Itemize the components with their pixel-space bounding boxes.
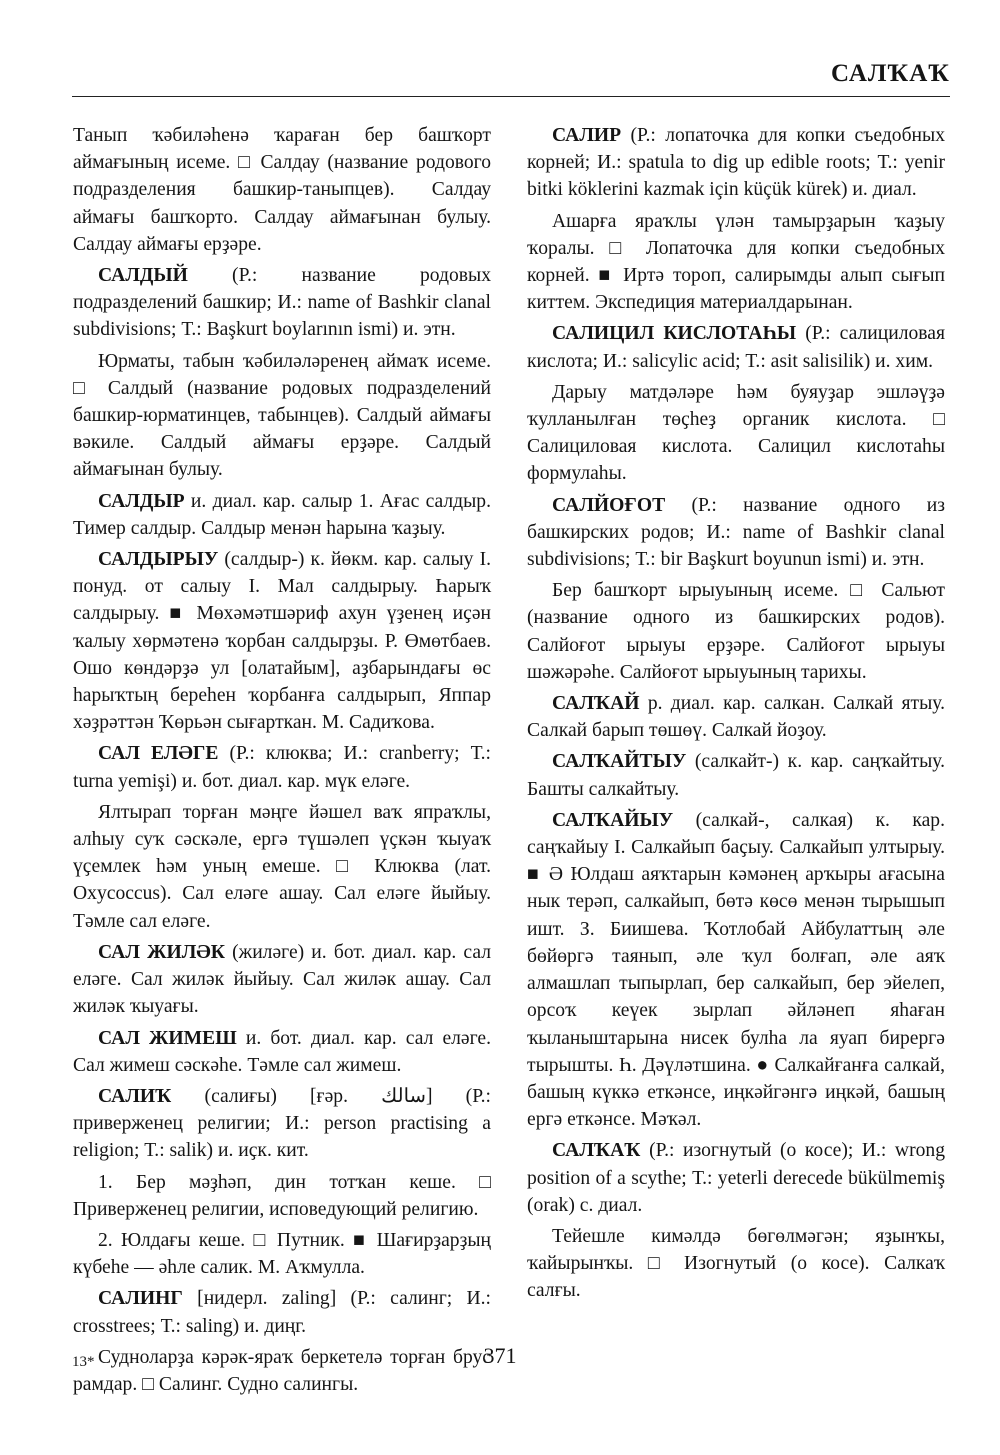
entry-body: р. диал. кар. салкан. Салкай ятыу. Салкай барып төшөү. Салкай йоҙоу. (527, 693, 945, 742)
entry-body: Дарыу матдәләре һәм буяуҙар эшләүҙә ҡулланылған төҫһеҙ органик кислота. □ Салициловая кислота. Салицил кислотаһы формулаһы. (527, 381, 945, 485)
dictionary-entry (527, 122, 945, 204)
entry-headword: САЛДЫР (98, 490, 185, 512)
dictionary-entry (73, 1169, 491, 1223)
entry-body: (жиләге) и. бот. диал. кар. сал еләге. Сал жиләк йыйыу. Сал жиләк ашау. Сал жиләк ҡыуағы. (73, 941, 492, 1018)
entry-body: 2. Юлдағы кеше. □ Путник. ■ Шағирҙарҙың күбеһе — әһле салик. М. Аҡмулла. (73, 1229, 491, 1279)
dictionary-entry (527, 748, 945, 802)
dictionary-entry (527, 379, 945, 488)
entry-headword: САЛ ЖИЛӘК (98, 941, 225, 963)
entry-headword: САЛ ЖИМЕШ (98, 1027, 237, 1049)
dictionary-entry (527, 577, 945, 686)
entry-body: (салкайт-) к. кар. саңҡайтыу. Башты салкайтыу. (527, 751, 945, 800)
dictionary-entry (527, 690, 945, 744)
dictionary-entry (73, 1083, 491, 1165)
dictionary-entry (73, 488, 491, 542)
entry-body: (Р.: клюква; И.: cranberry; Т.: turna yemişi) и. бот. диал. кар. мүк еләге. (73, 743, 491, 792)
entry-body: (салкай-, салкая) к. кар. саңҡайыу I. Салкайып баҫыу. Салкайып ултырыу. ■ Ә Юлдаш аяҡтарын кәмәнең арҡыры ағасына нык терәп, салкайып, бөтә көсө менән тырышып ишт. З. Биишева. Ҡотлобай Айбулаттың әле бөйөргә таянып, әле ҡул болғап, әле аяҡ алмашлап тыпырлап, бер салкайып, бер эйелеп, орсоҡ кеүек зырлап әйләнеп яһаған ҡыланыштарына нисек булһа ла яуап бирергә тырышты. Һ. Дәүләтшина. ● Салкайғанға салкай, башың күккә еткәнсе, иңкәйгәнгә иңкәй, башың ергә еткәнсе. Мәҡәл. (527, 809, 945, 1131)
signature-mark: 13* (72, 1354, 95, 1370)
entry-body: Тейешле кимәлдә бөгөлмәгән; яҙынҡы, ҡайырынҡы. □ Изогнутый (о косе). Салкаҡ салғы. (527, 1225, 945, 1302)
dictionary-entry (73, 939, 491, 1021)
entry-body: Бер башҡорт ырыуының исеме. □ Сальют (название одного из башкирских родов). Салйоғот ырыуы ерҙәре. Салйоғот ырыуы шәжәрәһе. Салйоғот ырыуының тарихы. (527, 580, 945, 683)
dictionary-entry (73, 740, 491, 794)
entry-body: Юрматы, табын ҡәбиләләренең аймаҡ исеме. □ Салдый (название родовых подразделений башкир-юрматинцев, табынцев). Салдый аймағы вәкиле. Салдый аймағы ерҙәре. Салдый аймағынан булыу. (73, 350, 491, 481)
entry-headword: САЛИЦИЛ КИСЛОТАҺЫ (552, 323, 797, 345)
dictionary-entry (73, 546, 491, 736)
entry-headword: САЛИР (552, 125, 622, 146)
entry-headword: САЛДЫЙ (98, 265, 188, 287)
dictionary-entry (73, 348, 491, 484)
dictionary-entry (73, 1285, 491, 1339)
entry-headword: САЛИНГ (98, 1288, 183, 1310)
entry-body: (Р.: название одного из башкирских родов; И.: name of Bashkir clanal subdivisions; Т.: bir Başkurt boyunun ismi) и. этн. (527, 494, 945, 571)
header-rule (72, 96, 950, 97)
entry-body: Танып ҡәбиләһенә ҡараған бер башҡорт аймағының исеме. □ Салдау (название родового подразделения башкир-таныпцев). Салдау аймағы башҡорто. Салдау аймағынан булыу. Салдау аймағы ерҙәре. (73, 125, 491, 255)
running-head: САЛҠАҠ (831, 60, 950, 87)
dictionary-entry (73, 799, 491, 935)
entry-body: (Р.: название родовых подразделений башкир; И.: name of Bashkir clanal subdivisions; Т.: Başkurt boylarının ismi) и. этн. (73, 265, 491, 341)
dictionary-entry (527, 492, 945, 574)
entry-body: (салдыр-) к. йөкм. кар. салыу I. понуд. от салыу I. Мал салдырыу. Һарыҡ салдырыу. ■ Мөхәмәтшәриф ахун үҙенең иҫән ҡалыу хөрмәтенә ҡорбан салдырҙы. Р. Өмөтбаев. Ошо көндәрҙә ул [олатайым], аҙбарындағы өс һарыҡтың береһен ҡорбанға салдырып, Яппар хәҙрәттән Ҡөрьән сығарткан. М. Садиҡова. (73, 549, 491, 734)
entry-body: Ашарға яраҡлы үлән тамырҙарын ҡаҙыу ҡоралы. □ Лопаточка для копки съедобных корней. ■ Иртә тороп, салирымды алып сығып киттем. Экспедиция материалдарынан. (527, 210, 945, 314)
dictionary-entry (73, 262, 491, 344)
entry-body: Ялтырап торған мәңге йәшел ваҡ япраҡлы, алһыу суҡ сәскәле, ергә түшәлеп үҫкән ҡыуаҡ үҫемлек һәм уның емеше. □ Клюква (лат. Oxycoccus). Сал еләге ашау. Сал еләге йыйыу. Тәмле сал еләге. (73, 801, 491, 932)
entry-body: [нидерл. zaling] (Р.: салинг; И.: crosstrees; Т.: saling) и. диңг. (73, 1288, 491, 1337)
entry-headword: САЛДЫРЫУ (98, 549, 219, 571)
left-column (73, 122, 491, 1402)
right-column (527, 122, 945, 1309)
entry-headword: САЛ ЕЛӘГЕ (98, 743, 219, 765)
dictionary-entry (527, 1223, 945, 1305)
page-number: 371 (483, 1343, 517, 1368)
entry-body: и. диал. кар. салыр 1. Ағас салдыр. Тимер салдыр. Салдыр менән һарына ҡаҙыу. (73, 490, 491, 539)
dictionary-entry (73, 1227, 491, 1281)
entry-body: и. бот. диал. кар. сал еләге. Сал жимеш сәскәһе. Тәмле сал жимеш. (73, 1027, 492, 1076)
entry-body: (Р.: салициловая кислота; И.: salicylic acid; Т.: asit salisilik) и. хим. (527, 323, 945, 372)
dictionary-entry (527, 1137, 945, 1219)
entry-headword: САЛҠАЙЫУ (552, 809, 674, 831)
dictionary-entry (73, 122, 491, 258)
entry-headword: САЛИҠ (98, 1085, 172, 1107)
entry-body: (Р.: изогнутый (о косе); И.: wrong position of a scythe; Т.: yeterli derecede bükülmemiş (orak) с. диал. (527, 1140, 945, 1216)
entry-body: Судноларҙа кәрәк-яраҡ беркетелә торған брус рамдар. □ Салинг. Судно салингы. (73, 1346, 491, 1395)
dictionary-entry (527, 807, 945, 1133)
dictionary-entry (73, 1025, 491, 1079)
entry-body: (Р.: лопаточка для копки съедобных корней; И.: spatula to dig up edible roots; Т.: yenir bitki köklerini kazmak için küçük kürek) и. диал. (527, 125, 945, 201)
entry-headword: САЛЙОҒОТ (552, 494, 666, 516)
entry-headword: САЛҠАҠ (552, 1140, 641, 1162)
entry-headword: САЛҠАЙТЫУ (552, 751, 687, 773)
entry-headword: САЛҠАЙ (552, 693, 640, 715)
dictionary-entry (527, 320, 945, 374)
dictionary-entry (527, 208, 945, 317)
entry-body: 1. Бер мәҙһәп, дин тотҡан кеше. □ Приверженец религии, исповедующий религию. (73, 1171, 491, 1220)
entry-body: (салиғы) [ғәр. سالك] (Р.: приверженец религии; И.: person practising a religion; Т.: salik) и. иҫк. кит. (73, 1085, 491, 1162)
